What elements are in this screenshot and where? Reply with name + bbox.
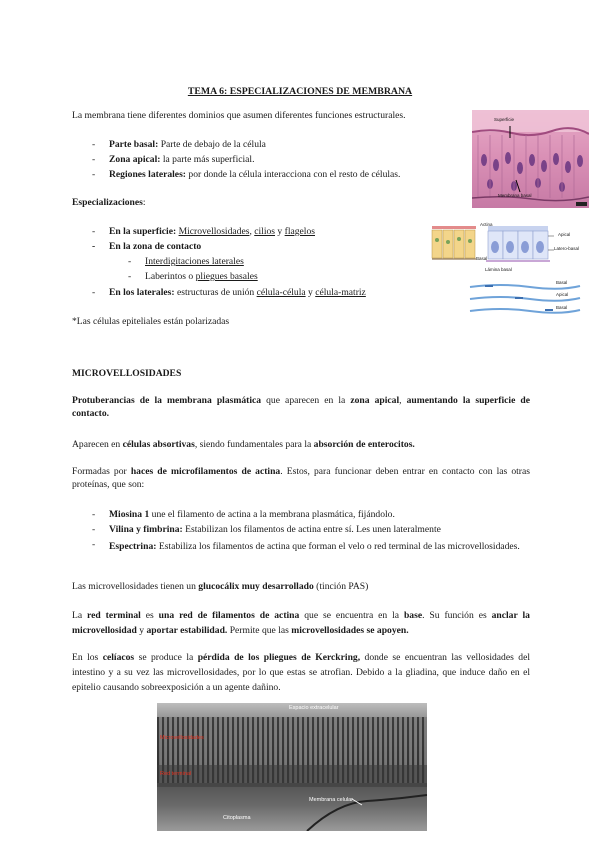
domain-item: Parte basal: Parte de debajo de la célula [109, 139, 266, 150]
diagram-legend-basal: Basal [556, 305, 568, 310]
bullet-dash: - [92, 169, 96, 180]
diagram-label-basal: Basal [476, 256, 488, 261]
section-heading: MICROVELLOSIDADES [72, 368, 182, 379]
diagram-label-lateral-basal: Latero-basal [554, 246, 580, 251]
intro-paragraph: La membrana tiene diferentes dominios que asumen diferentes funciones estructurales. [72, 110, 406, 121]
bullet-dash: - [92, 287, 96, 298]
em-label-red-terminal: Red terminal [160, 771, 192, 777]
spec-lateral-item: En los laterales: estructuras de unión célula-célula y célula-matriz [109, 287, 366, 298]
polarity-diagram [430, 220, 592, 320]
bullet-dash: - [128, 256, 132, 267]
micro-paragraph-2: Aparecen en células absortivas, siendo fundamentales para la absorción de enterocitos. [72, 439, 415, 450]
domain-item: Regiones laterales: por donde la célula interacciona con el resto de células. [109, 169, 401, 180]
bullet-dash: - [92, 154, 96, 165]
bullet-dash: - [128, 271, 132, 282]
bullet-dash: - [92, 539, 96, 550]
histology-label-top: Superficie [494, 117, 515, 122]
em-label-espacio: Espacio extracelular [289, 705, 339, 711]
specializations-heading: Especializaciones: [72, 197, 146, 208]
protein-item: Vilina y fimbrina: Estabilizan los filamentos de actina entre sí. Les unen lateralmente [109, 524, 441, 535]
bullet-dash: - [92, 241, 96, 252]
spec-contact-sub-item: Laberintos o pliegues basales [145, 271, 258, 282]
em-label-membrana: Membrana celular [309, 797, 354, 803]
micro-paragraph-6: En los celíacos se produce la pérdida de los pliegues de Kerckring, donde se encuentran las vellosidades del intestino y a su vez las microvellosidades, por lo que estas se atrofian. Debido a la gliadina, que induce daño en el epitelio causando sobreexposición a un agente dañino. [72, 652, 530, 693]
histology-label-bottom: Membrana basal [498, 193, 532, 198]
bullet-dash: - [92, 139, 96, 150]
bullet-dash: - [92, 509, 96, 520]
bullet-dash: - [92, 524, 96, 535]
diagram-legend-basal-top: Basal [556, 280, 568, 285]
note: *Las células epiteliales están polarizadas [72, 316, 230, 327]
domain-item: Zona apical: la parte más superficial. [109, 154, 255, 165]
diagram-legend-apical: Apical [556, 292, 569, 297]
diagram-label-apical: Apical [558, 232, 571, 237]
spec-surface-item: En la superficie: Microvellosidades, cilios y flagelos [109, 226, 315, 237]
spec-contact-item: En la zona de contacto [109, 241, 202, 252]
micro-paragraph-4: Las microvellosidades tienen un glucocálix muy desarrollado (tinción PAS) [72, 581, 369, 592]
em-label-citoplasma: Citoplasma [223, 815, 251, 821]
diagram-label-lamina: Lámina basal [485, 267, 512, 272]
page-title: TEMA 6: ESPECIALIZACIONES DE MEMBRANA [187, 86, 413, 97]
em-label-microvellosidades: Microvellosidades [160, 735, 204, 741]
histology-image [472, 110, 589, 208]
spec-contact-sub-item: Interdigitaciones laterales [145, 256, 244, 267]
protein-item: Miosina 1 une el filamento de actina a la membrana plasmática, fijándolo. [109, 509, 395, 520]
diagram-label-actina: Actina [480, 222, 493, 227]
protein-item: Espectrina: Estabiliza los filamentos de actina que forman el velo o red terminal de las microvellosidades. [109, 541, 520, 552]
micro-paragraph-3: Formadas por haces de microfilamentos de actina. Estos, para funcionar deben entrar en contacto con las otras proteínas, que son: [72, 466, 530, 490]
micro-paragraph-5: La red terminal es una red de filamentos de actina que se encuentra en la base. Su función es anclar la microvellosidad y aportar estabilidad. Permite que las microvellosidades se apoyen. [72, 610, 530, 636]
micro-paragraph-1: Protuberancias de la membrana plasmática que aparecen en la zona apical, aumentando la superficie de contacto. [72, 395, 530, 419]
bullet-dash: - [92, 226, 96, 237]
electron-micrograph [157, 703, 427, 831]
